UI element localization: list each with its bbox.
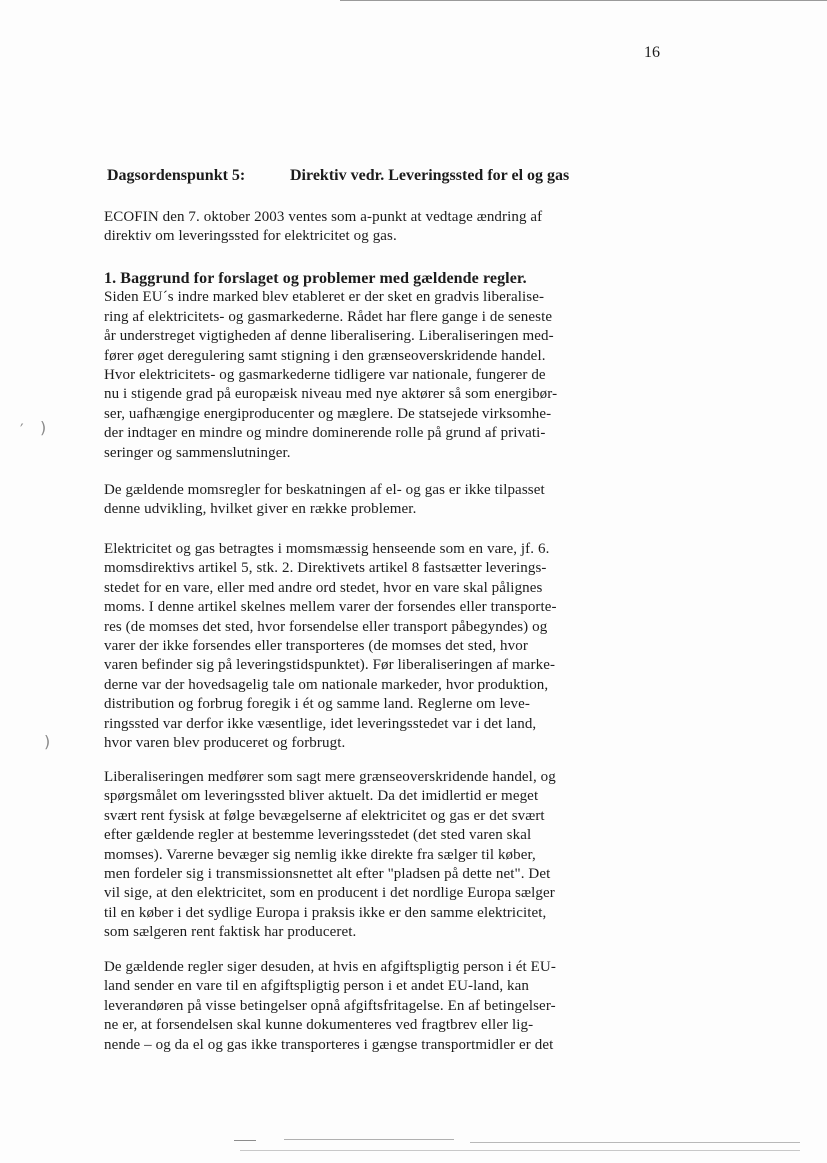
text-line: fører øget deregulering samt stigning i den grænseoverskridende handel. bbox=[104, 347, 546, 364]
text-line: Hvor elektricitets- og gasmarkederne tidligere var nationale, fungerer de bbox=[104, 367, 546, 384]
text-line: ring af elektricitets- og gasmarkederne. Rådet har flere gange i de seneste bbox=[104, 308, 553, 325]
text-line: De gældende regler siger desuden, at hvis en afgiftspligtig person i ét EU- bbox=[104, 959, 556, 975]
text-line: distribution og forbrug foregik i ét og samme land. Reglerne om leve- bbox=[104, 696, 530, 713]
punch-hole-mark: ′ bbox=[20, 420, 24, 439]
text-line: Elektricitet og gas betragtes i momsmæssig henseende som en vare, jf. 6. bbox=[104, 541, 550, 557]
text-line: derne var der hovedsagelig tale om nationale markeder, hvor produktion, bbox=[104, 676, 549, 693]
scan-artifact-line bbox=[234, 1140, 256, 1141]
paragraph-4 bbox=[104, 768, 624, 943]
scan-artifact-line bbox=[284, 1139, 454, 1140]
punch-hole-mark: ) bbox=[44, 732, 51, 751]
text-line: Liberaliseringen medfører som sagt mere grænseoverskridende handel, og bbox=[104, 769, 556, 785]
text-line: hvor varen blev produceret og forbrugt. bbox=[104, 735, 346, 752]
agenda-item-title: Direktiv vedr. Leveringssted for el og gas bbox=[290, 167, 570, 184]
section-1 bbox=[104, 269, 624, 463]
text-line: land sender en vare til en afgiftspligtig person i et andet EU-land, kan bbox=[104, 978, 529, 995]
paragraph-3 bbox=[104, 540, 624, 753]
text-line: seringer og sammenslutninger. bbox=[104, 444, 291, 461]
scan-artifact-line bbox=[470, 1142, 800, 1143]
text-line: som sælgeren rent faktisk har produceret. bbox=[104, 924, 357, 941]
text-line: der indtager en mindre og mindre dominerende rolle på grund af privati- bbox=[104, 425, 546, 442]
text-line: ser, uafhængige energiproducenter og mæglere. De statsejede virksomhe- bbox=[104, 405, 552, 422]
page-number: 16 bbox=[644, 44, 660, 61]
intro-paragraph bbox=[104, 208, 624, 247]
section-title: 1. Baggrund for forslaget og problemer med gældende regler. bbox=[104, 270, 527, 287]
text-line: De gældende momsregler for beskatningen af el- og gas er ikke tilpasset bbox=[104, 482, 545, 498]
text-line: denne udvikling, hvilket giver en række problemer. bbox=[104, 501, 417, 518]
agenda-item-heading bbox=[107, 167, 569, 185]
text-line: nende – og da el og gas ikke transporteres i gængse transportmidler er det bbox=[104, 1036, 554, 1053]
text-line: efter gældende regler at bestemme leveringsstedet (det sted varen skal bbox=[104, 827, 532, 844]
text-line: ne er, at forsendelsen skal kunne dokumenteres ved fragtbrev eller lig- bbox=[104, 1017, 534, 1034]
paragraph-2 bbox=[104, 481, 624, 520]
text-line: stedet for en vare, eller med andre ord stedet, hvor en vare skal pålignes bbox=[104, 579, 543, 596]
text-line: ECOFIN den 7. oktober 2003 ventes som a-punkt at vedtage ændring af bbox=[104, 209, 543, 225]
text-line: nu i stigende grad på europæisk niveau med nye aktører så som energibør- bbox=[104, 386, 558, 403]
text-line: varer der ikke forsendes eller transporteres (de momses det sted, hvor bbox=[104, 638, 528, 655]
text-line: momsdirektivs artikel 5, stk. 2. Direktivets artikel 8 fastsætter leverings- bbox=[104, 560, 547, 577]
text-line: Siden EU´s indre marked blev etableret er der sket en gradvis liberalise- bbox=[104, 289, 545, 306]
text-line: til en køber i det sydlige Europa i praksis ikke er den samme elektricitet, bbox=[104, 904, 547, 921]
text-line: år understreget vigtigheden af denne liberalisering. Liberaliseringen med- bbox=[104, 328, 554, 345]
text-line: spørgsmålet om leveringssted bliver aktuelt. Da det imidlertid er meget bbox=[104, 788, 539, 805]
punch-hole-mark: ) bbox=[40, 418, 47, 437]
text-line: res (de momses det sted, hvor forsendelse eller transport påbegyndes) og bbox=[104, 618, 548, 635]
scan-edge-line bbox=[340, 0, 827, 1]
scan-artifact-line bbox=[240, 1150, 800, 1151]
paragraph-5 bbox=[104, 958, 624, 1055]
text-line: leverandøren på visse betingelser opnå afgiftsfritagelse. En af betingelser- bbox=[104, 997, 556, 1014]
text-line: moms. I denne artikel skelnes mellem varer der forsendes eller transporte- bbox=[104, 599, 557, 616]
text-line: direktiv om leveringssted for elektricitet og gas. bbox=[104, 228, 397, 245]
text-line: varen befinder sig på leveringstidspunktet). Før liberaliseringen af marke- bbox=[104, 657, 556, 674]
text-line: ringssted var derfor ikke væsentlige, idet leveringsstedet var i det land, bbox=[104, 715, 537, 732]
text-line: svært rent fysisk at følge bevægelserne af elektricitet og gas er det svært bbox=[104, 807, 545, 824]
agenda-item-label: Dagsordenspunkt 5: bbox=[107, 167, 246, 184]
text-line: momses). Varerne bevæger sig nemlig ikke direkte fra sælger til køber, bbox=[104, 846, 536, 863]
text-line: men fordeler sig i transmissionsnettet alt efter "pladsen på dette net". Det bbox=[104, 866, 551, 883]
text-line: vil sige, at den elektricitet, som en producent i det nordlige Europa sælger bbox=[104, 885, 555, 902]
